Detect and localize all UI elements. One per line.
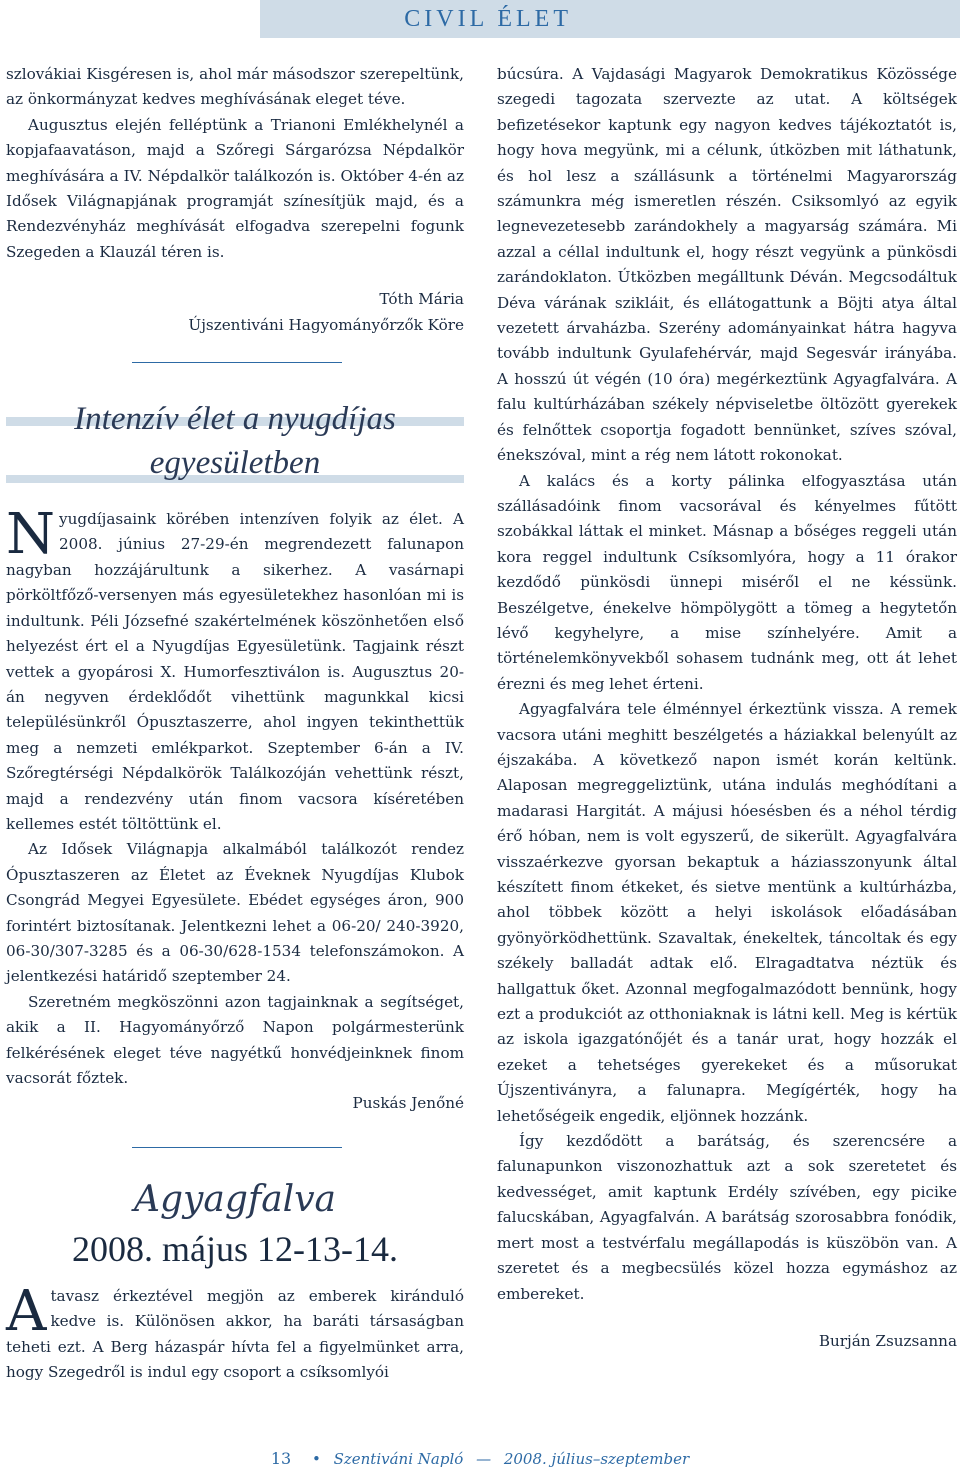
article-title: Intenzív élet a nyugdíjas (74, 401, 396, 438)
article2-title-block (6, 1176, 464, 1274)
drop-cap: N (6, 502, 55, 568)
paragraph: A kalács és a korty pálinka elfogyasztása után szállásadóink finom vacsorával és kényelmes fűtött szobákkal láttak el minket. Másnap a bőséges reggeli után kora reggel indultunk Csíksomlyóra, hogy a 11 órakor kezdődő pünkösdi ünnepi miséről el ne késsünk. Beszélgetve, énekelve hömpölygött a tömeg a hegytetőn lévő kegyhelyre, a mise színhelyére. Amit a történelemkönyvekből sohasem tudnánk meg, ott át lehet érezni és meg lehet érteni. (497, 471, 957, 693)
page-number: 13 (270, 1449, 292, 1468)
article-date: 2008. május 12-13-14. (72, 1228, 398, 1269)
author-organization: Újszentiváni Hagyományőrzők Köre (188, 315, 464, 334)
section-title: CIVIL ÉLET (404, 6, 572, 32)
page-footer (0, 1449, 960, 1468)
paragraph: yugdíjasaink körében intenzíven folyik az élet. A 2008. június 27-29-én megrendezett falunapon nagyban hozzájárultunk a sikerhez. A vasárnapi pörköltfőző-versenyen más egyesületekhez hasonlóan mi is indultunk. Péli Józsefné szakértelmének köszönhetően első helyezést ért el a Nyugdíjas Egyesületünk. Tagjaink részt vettek a gyopárosi X. Humorfesztiválon is. Augusztus 20-án negyven érdeklődőt vihettünk magunkkal kicsi településünkről Ópusztaszerre, ahol ingyen tekinthettük meg a nemzeti emlékparkot. Szeptember 6-án a IV. Szőregtérségi Népdalkörök Találkozóján vehettünk részt, majd a rendezvény után finom vacsora kíséretében kellemes estét töltöttünk el. (6, 510, 464, 833)
signature-block (6, 287, 464, 338)
article-title: Agyagfalva (134, 1178, 336, 1220)
paragraph: Szeretném megköszönni azon tagjainknak a segítséget, akik a II. Hagyományőrző Napon polgármesterünk felkérésének eleget téve nagyétkű honvédjeinknek finom vacsorát főztek. (6, 992, 464, 1087)
paragraph: Az Idősek Világnapja alkalmából találkozót rendez Ópusztaszeren az Életet az Éveknek Nyugdíjas Klubok Csongrád Megyei Egyesülete. Ebédet egységes áron, 900 forintért biztosítanak. Jelentkezni lehet a 06-20/ 240-3920, 06-30/307-3285 és a 06-30/628-1534 telefonszámokon. A jelentkezési határidő szeptember 24. (6, 840, 464, 986)
left-column (6, 62, 464, 1385)
issue-date: 2008. július–szeptember (503, 1450, 690, 1468)
drop-cap: A (6, 1278, 47, 1344)
article-body (6, 1278, 464, 1386)
author-name: Puskás Jenőné (352, 1094, 464, 1113)
article-body (6, 502, 464, 1117)
paragraph: Augusztus elején felléptünk a Trianoni Emlékhelynél a kopjafaavatáson, majd a Szőregi Sárgarózsa Népdalkör meghívására a IV. Népdalkör találkozón is. Október 4-én az Idősek Világnapjának programját színesítjük majd, és a Rendezvényház meghívását elfogadva szerepelni fogunk Szegeden a Klauzál téren is. (6, 115, 464, 261)
paragraph: Így kezdődött a barátság, és szerencsére a falunapunkon viszonozhattuk azt a sok szeretetet és kedvességet, amit kaptunk Erdély szívében, egy picike falucskában, Agyagfalván. A barátság szorosabbra fonódik, mert most a testvérfalu megállapodás is küszöbön van. A szeretet és a megbecsülés közel hozza egymáshoz az embereket. (497, 1132, 957, 1303)
author-name: Burján Zsuzsanna (818, 1331, 957, 1350)
author-name: Tóth Mária (379, 290, 464, 309)
separator-line (132, 362, 342, 363)
paragraph: Agyagfalvára tele élménnyel érkeztünk vissza. A remek vacsora utáni meghitt beszélgetés a háziakkal belenyúlt az éjszakába. A következő napon ismét korán keltünk. Alaposan megreggeliztünk, utána indulás meghódítani a madarasi Hargitát. A májusi hóesésben és a néhol térdig érő hóban, nem is volt egyszerű, de sikerült. Agyagfalvára visszaérkezve gyorsan bekaptuk a háziasszonyunk által készített finom étkeket, és sietve mentünk a kultúrházba, ahol többek között a helyi iskolások előadásában gyönyörködhettünk. Szavaltak, énekeltek, táncoltak és egy székely balladát adtak elő. Elragadtatva néztük és hallgattuk őket. Azonnal megfogalmazódott bennünk, hogy ezt a produkciót az otthoniaknak is látni kell. Meg is kértük az iskola igazgatónőjét és a tanár urat, hogy hozzák el ezeket a tehetséges gyerekeket és a műsorukat Újszentiványra, a falunapra. Megígérték, hogy ha lehetőségeik engedik, eljönnek hozzánk. (497, 700, 957, 1125)
right-column (497, 62, 957, 1354)
bullet-icon: • (311, 1450, 321, 1468)
paragraph: szlovákiai Kisgéresen is, ahol már másodszor szerepeltünk, az önkormányzat kedves meghívásának eleget téve. (6, 65, 464, 109)
article-title-block (6, 397, 464, 485)
article-title: egyesületben (149, 445, 321, 482)
publication-name: Szentiváni Napló (333, 1450, 464, 1468)
dash-separator: — (476, 1450, 492, 1468)
separator-line (132, 1147, 342, 1148)
paragraph: tavasz érkeztével megjön az emberek kiránduló kedve is. Különösen akkor, ha baráti társaságban teheti ezt. A Berg házaspár hívta fel a figyelmünket arra, hogy Szegedről is indul egy csoport a csíksomlyói (6, 1286, 464, 1382)
paragraph: búcsúra. A Vajdasági Magyarok Demokratikus Közössége szegedi tagozata szervezte az utat. A költségek befizetésekor kaptunk egy nagyon kedves tájékoztatót is, hogy hova megyünk, mi a célunk, útközben mit láthatunk, és hol lesz a szállásunk a történelmi Magyarország számunkra még ismeretlen részén. Csiksomlyó az egyik legnevezetesebb zarándokhely a magyarság számára. Mi azzal a céllal indultunk el, hogy részt vegyünk a pünkösdi zarándoklaton. Útközben megálltunk Déván. Megcsodáltuk Déva várának szikláit, és ellátogattunk a Böjti atya által vezetett árvaházba. Szerény adományainkat hátra hagyva tovább indultunk Gyulafehérvár, majd Segesvár irányába. A hosszú út végén (10 óra) megérkeztünk Agyagfalvára. A falu kultúrházában székely népviseletbe öltözött gyerekek és felnőttek csoportja fogadott bennünket, szíves szóval, énekszóval, mint a rég nem látott rokonokat. (497, 65, 957, 465)
